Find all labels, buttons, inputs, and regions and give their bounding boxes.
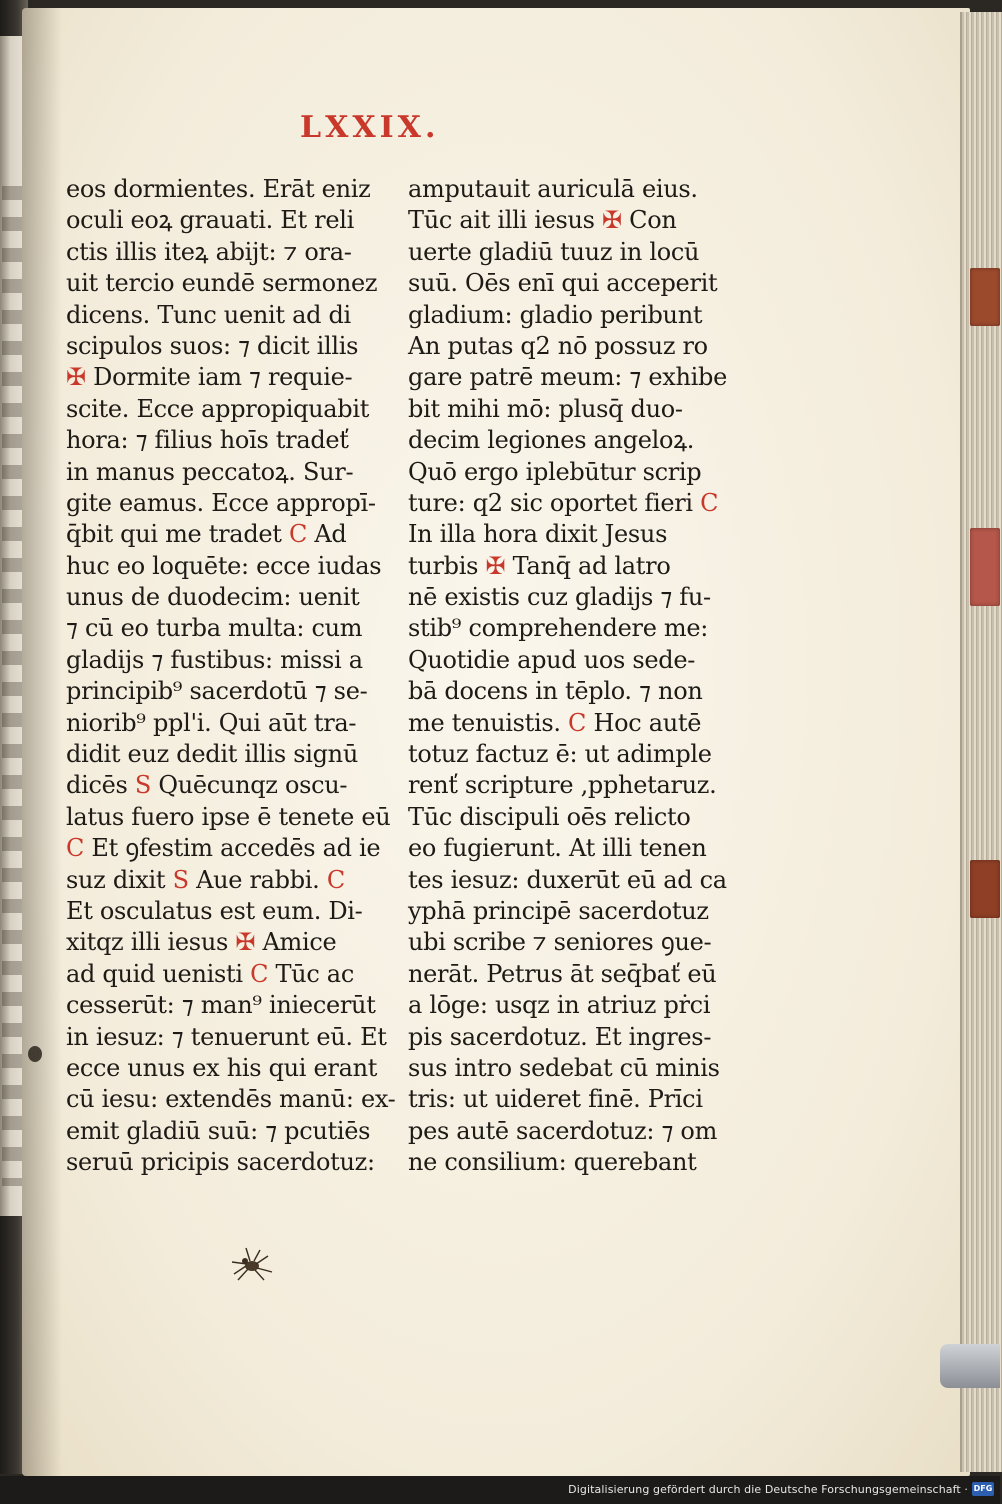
text-line: principib⁹ sacerdotū ⁊ se- bbox=[66, 677, 368, 706]
text-line: hora: ⁊ filius hoīs tradeť bbox=[66, 426, 349, 455]
text-line: gite eamus. Ecce appropī- bbox=[66, 488, 376, 517]
text-line: ne consilium: querebant bbox=[408, 1148, 697, 1177]
text-line: pes autē sacerdotuz: ⁊ om bbox=[408, 1116, 718, 1145]
text-line: me tenuistis. C Hoc autē bbox=[408, 708, 702, 737]
text-line: ctis illis iteꝝ abijt: ⁊ ora- bbox=[66, 237, 352, 266]
rubric-mark: S bbox=[165, 865, 189, 894]
footer-credit: Digitalisierung gefördert durch die Deutsche Forschungsgemeinschaft · bbox=[568, 1483, 968, 1496]
rubric-mark: C bbox=[692, 488, 719, 517]
text-line: in manus peccatoꝝ. Sur- bbox=[66, 457, 354, 486]
text-line: An putas q2 nō possuz ro bbox=[408, 331, 708, 360]
text-line: scipulos suos: ⁊ dicit illis bbox=[66, 331, 359, 360]
rubric-mark: ✠ bbox=[66, 363, 86, 392]
text-line: eos dormientes. Erāt eniz bbox=[66, 175, 371, 203]
text-line: Quō ergo iplebūtur scrip bbox=[408, 457, 702, 486]
leather-tab-1 bbox=[970, 268, 1000, 326]
scanner-page-clip bbox=[940, 1344, 1000, 1388]
rubric-mark: C bbox=[560, 708, 587, 737]
text-line: bā docens in tēplo. ⁊ non bbox=[408, 677, 703, 706]
text-line: emit gladiū suū: ⁊ pcutiēs bbox=[66, 1116, 371, 1145]
text-line: stib⁹ comprehendere me: bbox=[408, 614, 709, 643]
folio-number: LXXIX. bbox=[300, 110, 440, 145]
insect-stain-icon bbox=[226, 1246, 276, 1282]
text-line: turbis ✠ Tanq̄ ad latro bbox=[408, 551, 671, 580]
text-line: suz dixit S Aue rabbi. C bbox=[66, 865, 345, 894]
text-line: oculi eoꝝ grauati. Et reli bbox=[66, 206, 354, 235]
text-line: gare patrē meum: ⁊ exhibe bbox=[408, 363, 727, 392]
text-line: ✠ Dormite iam ⁊ requie- bbox=[66, 363, 353, 392]
rubric-mark: ✠ bbox=[235, 928, 256, 957]
rubric-mark: C bbox=[281, 520, 308, 549]
text-line: In illa hora dixit Jesus bbox=[408, 520, 668, 549]
text-line: gladijs ⁊ fustibus: missi a bbox=[66, 645, 363, 674]
text-line: cū iesu: extendēs manū: ex- bbox=[66, 1085, 396, 1114]
text-line: q̄bit qui me tradet C Ad bbox=[66, 520, 347, 549]
leather-tab-2 bbox=[970, 528, 1000, 606]
text-column-left bbox=[66, 174, 396, 1179]
text-line: ecce unus ex his qui erant bbox=[66, 1053, 378, 1082]
text-column-right bbox=[408, 174, 727, 1179]
rubric-mark: ✠ bbox=[485, 551, 506, 580]
text-line: niorib⁹ ppl'i. Qui aūt tra- bbox=[66, 708, 357, 737]
text-line: huc eo loquēte: ecce iudas bbox=[66, 551, 382, 580]
text-line: unus de duodecim: uenit bbox=[66, 583, 360, 612]
dfg-logo: DFG bbox=[972, 1482, 994, 1496]
text-line: ubi scribe ⁊ seniores ꝯue- bbox=[408, 928, 712, 957]
text-line: tes iesuz: duxerūt eū ad ca bbox=[408, 865, 727, 894]
text-line: ⁊ cū eo turba multa: cum bbox=[66, 614, 363, 643]
rubric-mark: C bbox=[66, 834, 85, 863]
text-line: a lōge: usqz in atriuz pṙci bbox=[408, 991, 711, 1020]
book-fore-edge bbox=[960, 12, 1002, 1472]
text-line: Tūc ait illi iesus ✠ Con bbox=[408, 206, 677, 235]
text-line: scite. Ecce appropiquabit bbox=[66, 394, 370, 423]
text-line: ture: q2 sic oportet fieri C bbox=[408, 488, 719, 517]
text-line: nerāt. Petrus āt seq̄bať eū bbox=[408, 959, 717, 988]
text-line: uerte gladiū tuuz in locū bbox=[408, 237, 700, 266]
text-line: nē existis cuz gladijs ⁊ fu- bbox=[408, 583, 711, 612]
text-line: seruū pricipis sacerdotuz: bbox=[66, 1148, 375, 1177]
text-line: pis sacerdotuz. Et ingres- bbox=[408, 1022, 712, 1051]
rubric-mark: C bbox=[242, 959, 269, 988]
text-line: suū. Oēs enī qui acceperit bbox=[408, 269, 718, 298]
text-line: gladium: gladio peribunt bbox=[408, 300, 703, 329]
text-line: latus fuero ipse ē tenete eū bbox=[66, 802, 391, 831]
text-line: amputauit auriculā eius. bbox=[408, 175, 698, 203]
text-line: didit euz dedit illis signū bbox=[66, 740, 358, 769]
text-line: Quotidie apud uos sede- bbox=[408, 645, 696, 674]
text-line: dicens. Tunc uenit ad di bbox=[66, 300, 351, 329]
text-line: xitqz illi iesus ✠ Amice bbox=[66, 928, 337, 957]
text-line: cesserūt: ⁊ man⁹ iniecerūt bbox=[66, 991, 376, 1020]
rubric-mark: ✠ bbox=[602, 206, 622, 235]
text-line: renť scripture ,pphetaruz. bbox=[408, 771, 717, 800]
rubric-mark: C bbox=[319, 865, 345, 894]
text-line: dicēs S Quēcunqz oscu- bbox=[66, 771, 348, 800]
text-line: yphā principē sacerdotuz bbox=[408, 896, 709, 925]
text-line: bit mihi mō: plusq̄ duo- bbox=[408, 394, 683, 423]
ink-blot bbox=[28, 1046, 42, 1062]
page-gutter-shadow bbox=[22, 8, 62, 1476]
text-line: uit tercio eundē sermonez bbox=[66, 269, 378, 298]
text-line: tris: ut uideret finē. Prīci bbox=[408, 1085, 703, 1114]
text-line: Tūc discipuli oēs relicto bbox=[408, 802, 691, 831]
rubric-mark: S bbox=[127, 771, 151, 800]
text-line: eo fugierunt. At illi tenen bbox=[408, 834, 707, 863]
text-line: sus intro sedebat cū minis bbox=[408, 1053, 720, 1082]
text-line: Et osculatus est eum. Di- bbox=[66, 896, 363, 925]
text-line: C Et ꝯfestim accedēs ad ie bbox=[66, 834, 381, 863]
text-line: in iesuz: ⁊ tenuerunt eū. Et bbox=[66, 1022, 387, 1051]
text-line: decim legiones angeloꝝ. bbox=[408, 426, 695, 455]
text-line: ad quid uenisti C Tūc ac bbox=[66, 959, 354, 988]
leather-tab-3 bbox=[970, 860, 1000, 918]
text-line: totuz factuz ē: ut adimple bbox=[408, 740, 712, 769]
